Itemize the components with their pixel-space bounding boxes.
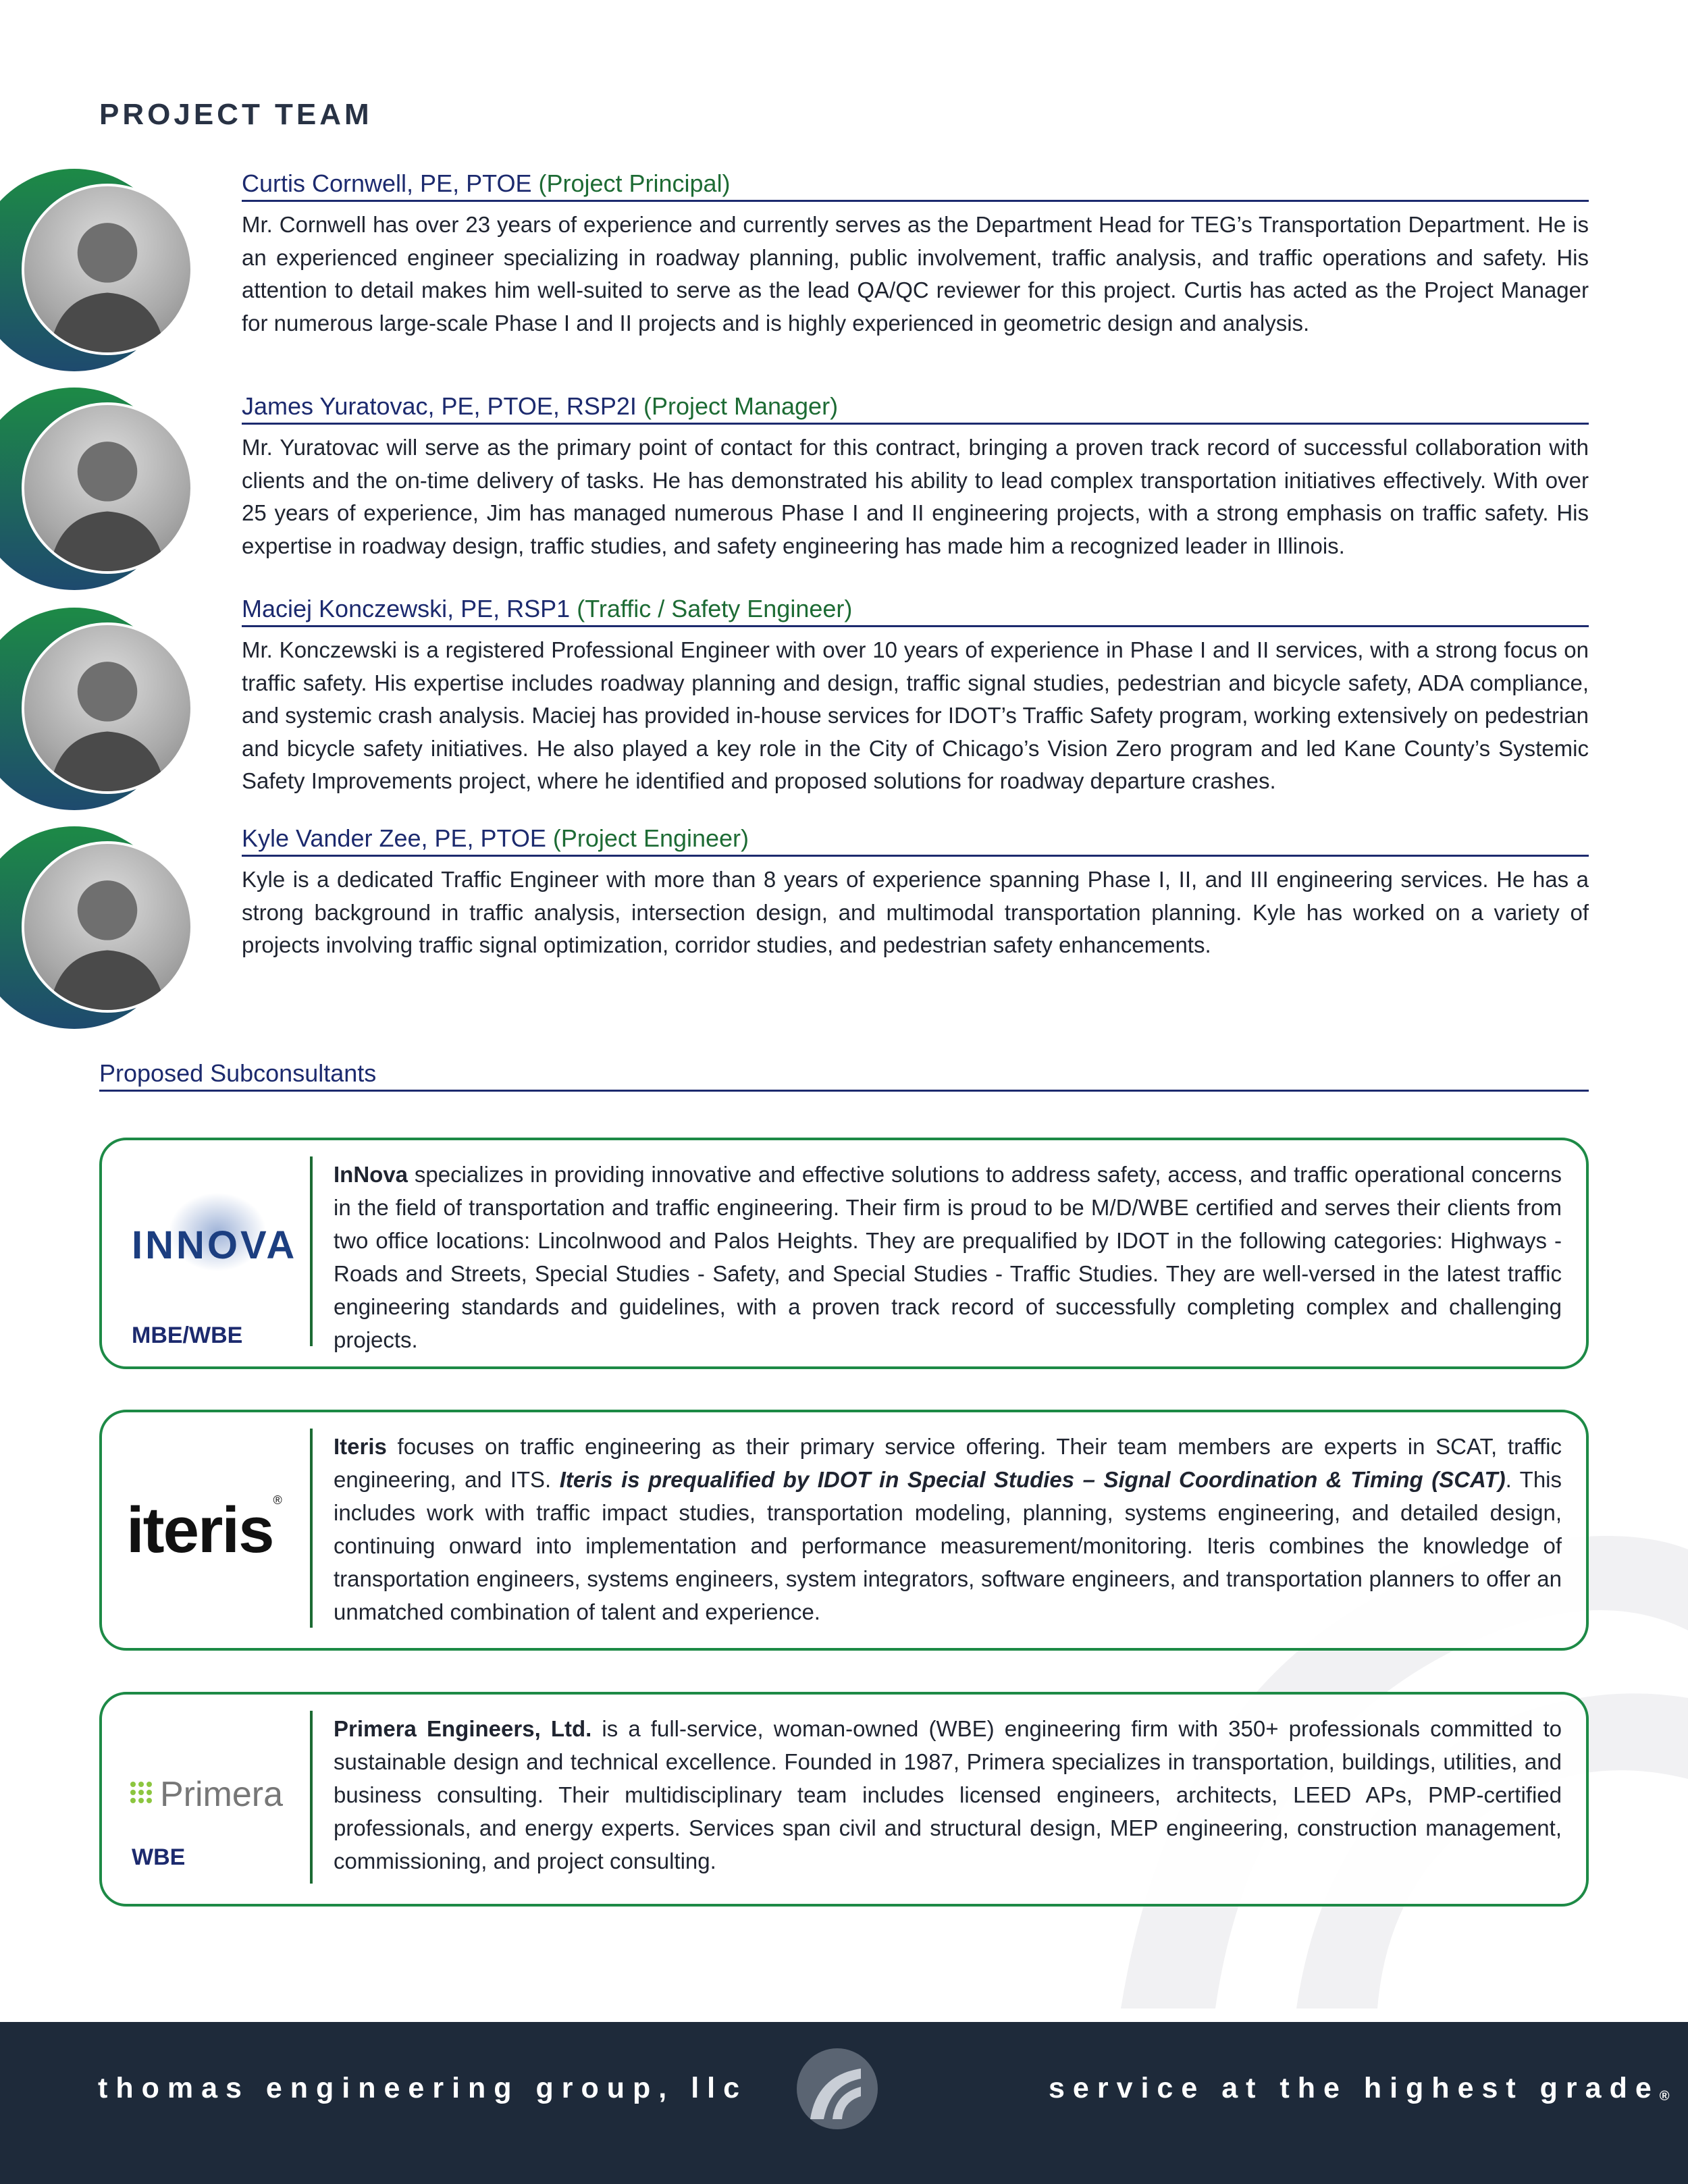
innova-logo <box>102 1140 311 1366</box>
registered-mark: ® <box>1659 2089 1670 2104</box>
prequalification-emphasis: Iteris is prequalified by IDOT in Special Studies – Signal Coordination & Timing (SCAT) <box>559 1467 1506 1492</box>
description-text: focuses on traffic engineering as their primary service offering. Their team members are experts in SCAT, traffic engineering, and ITS. <box>334 1434 1562 1492</box>
team-member <box>0 826 1688 1029</box>
member-bio: Mr. Yuratovac will serve as the primary point of contact for this contract, bringing a proven track record of successful collaboration with clients and the on-time delivery of tasks. He has demonstrated his ability to lead complex transportation initiatives effectively. With over 25 years of experience, Jim has managed numerous Phase I and II engineering projects, with a strong emphasis on traffic safety. His expertise in roadway design, traffic studies, and safety engineering has made him a recognized leader in Illinois. <box>242 435 1589 558</box>
page-title: PROJECT TEAM <box>99 98 373 131</box>
iteris-logo-text: iteris® <box>126 1493 281 1566</box>
member-bio: Kyle is a dedicated Traffic Engineer with more than 8 years of experience spanning Phase I, II, and III engineering services. He has a strong background in traffic analysis, intersection design, and multimodal transportation planning. Kyle has worked on a variety of projects involving traffic signal optimization, corridor studies, and pedestrian safety enhancements. <box>242 867 1589 957</box>
company-emblem-icon <box>793 2045 881 2133</box>
primera-logo <box>102 1695 311 1904</box>
iteris-logo <box>102 1412 311 1648</box>
company-tagline: service at the highest grade® <box>1049 2072 1670 2104</box>
card-divider <box>310 1429 313 1628</box>
card-divider <box>310 1156 313 1346</box>
member-heading <box>242 392 1589 425</box>
member-name: James Yuratovac, PE, PTOE, RSP2I <box>242 392 637 420</box>
certification-badge: MBE/WBE <box>132 1323 243 1348</box>
team-member <box>0 388 1688 590</box>
subconsultant-description <box>334 1712 1562 1877</box>
member-name: Maciej Konczewski, PE, RSP1 <box>242 595 571 622</box>
member-role: (Project Manager) <box>643 392 839 420</box>
primera-logo-text: Primera <box>160 1775 284 1814</box>
subconsultant-card-iteris <box>99 1410 1589 1651</box>
description-text: . This includes work with traffic impact studies, transportation modeling, planning, systems engineering, and detailed design, continuing onward into implementation and performance measurement/monitoring. Iteris combines the knowledge of transportation engineers, systems engineers, system integrators, software engineers, and transportation planners to offer an unmatched combination of talent and experience. <box>334 1467 1562 1624</box>
subconsultant-description <box>334 1430 1562 1628</box>
subconsultant-description <box>334 1158 1562 1356</box>
card-divider <box>310 1711 313 1884</box>
member-name: Curtis Cornwell, PE, PTOE <box>242 169 532 197</box>
member-role: (Traffic / Safety Engineer) <box>577 595 853 622</box>
description-text: specializes in providing innovative and effective solutions to address safety, access, and traffic operational concerns in the field of transportation and traffic engineering. Their firm is proud to be M/D/WBE certified and serves their clients from two office locations: Lincolnwood and Palos Heights. They are prequalified by IDOT in the following categories: Highways - Roads and Streets, Special Studies - Safety, and Special Studies - Traffic Studies. They are well-versed in the latest traffic engineering standards and guidelines, with a proven track record of successfully completing complex and challenging projects. <box>334 1162 1562 1352</box>
subconsultant-card-innova <box>99 1138 1589 1369</box>
headshot-photo <box>22 622 193 794</box>
member-bio: Mr. Cornwell has over 23 years of experience and currently serves as the Department Head for TEG’s Transportation Department. He is an experienced engineer specializing in roadway planning, public involvement, traffic analysis, and traffic operations and safety. His attention to detail makes him well-suited to serve as the lead QA/QC reviewer for this project. Curtis has acted as the Project Manager for numerous large-scale Phase I and II projects and is highly experienced in geometric design and analysis. <box>242 212 1589 336</box>
footer <box>0 2022 1688 2184</box>
innova-logo-text: INNOVA <box>132 1223 298 1267</box>
firm-name: InNova <box>334 1162 408 1187</box>
firm-name: Primera Engineers, Ltd. <box>334 1716 592 1741</box>
headshot-photo <box>22 184 193 355</box>
member-role: (Project Principal) <box>538 169 731 197</box>
description-text: is a full-service, woman-owned (WBE) engineering firm with 350+ professionals committed to sustainable design and technical excellence. Founded in 1987, Primera specializes in transportation, buildings, utilities, and business consulting. Their multidisciplinary team includes licensed engineers, architects, LEED APs, PMP-certified professionals, and energy experts. Services span civil and structural design, MEP engineering, construction management, commissioning, and project consulting. <box>334 1716 1562 1873</box>
company-name: thomas engineering group, llc <box>98 2072 748 2104</box>
firm-name: Iteris <box>334 1434 387 1459</box>
subconsultant-card-primera <box>99 1692 1589 1907</box>
headshot-photo <box>22 841 193 1013</box>
headshot-photo <box>22 402 193 574</box>
member-role: (Project Engineer) <box>552 824 749 852</box>
member-heading <box>242 824 1589 857</box>
member-heading <box>242 594 1589 627</box>
registered-mark: ® <box>273 1493 281 1507</box>
team-member <box>0 169 1688 371</box>
dot-grid-icon <box>129 1780 153 1805</box>
member-name: Kyle Vander Zee, PE, PTOE <box>242 824 546 852</box>
member-heading <box>242 169 1589 202</box>
team-member <box>0 595 1688 810</box>
subconsultants-heading: Proposed Subconsultants <box>99 1059 1589 1092</box>
certification-badge: WBE <box>132 1844 186 1870</box>
member-bio: Mr. Konczewski is a registered Professional Engineer with over 10 years of experience in Phase I and II services, with a strong focus on traffic safety. His expertise includes roadway planning and design, traffic signal studies, pedestrian and bicycle safety, ADA compliance, and systemic crash analysis. Maciej has provided in-house services for IDOT’s Traffic Safety program, working extensively on pedestrian and bicycle safety initiatives. He also played a key role in the City of Chicago’s Vision Zero program and led Kane County’s Systemic Safety Improvements project, where he identified and proposed solutions for roadway departure crashes. <box>242 637 1589 793</box>
